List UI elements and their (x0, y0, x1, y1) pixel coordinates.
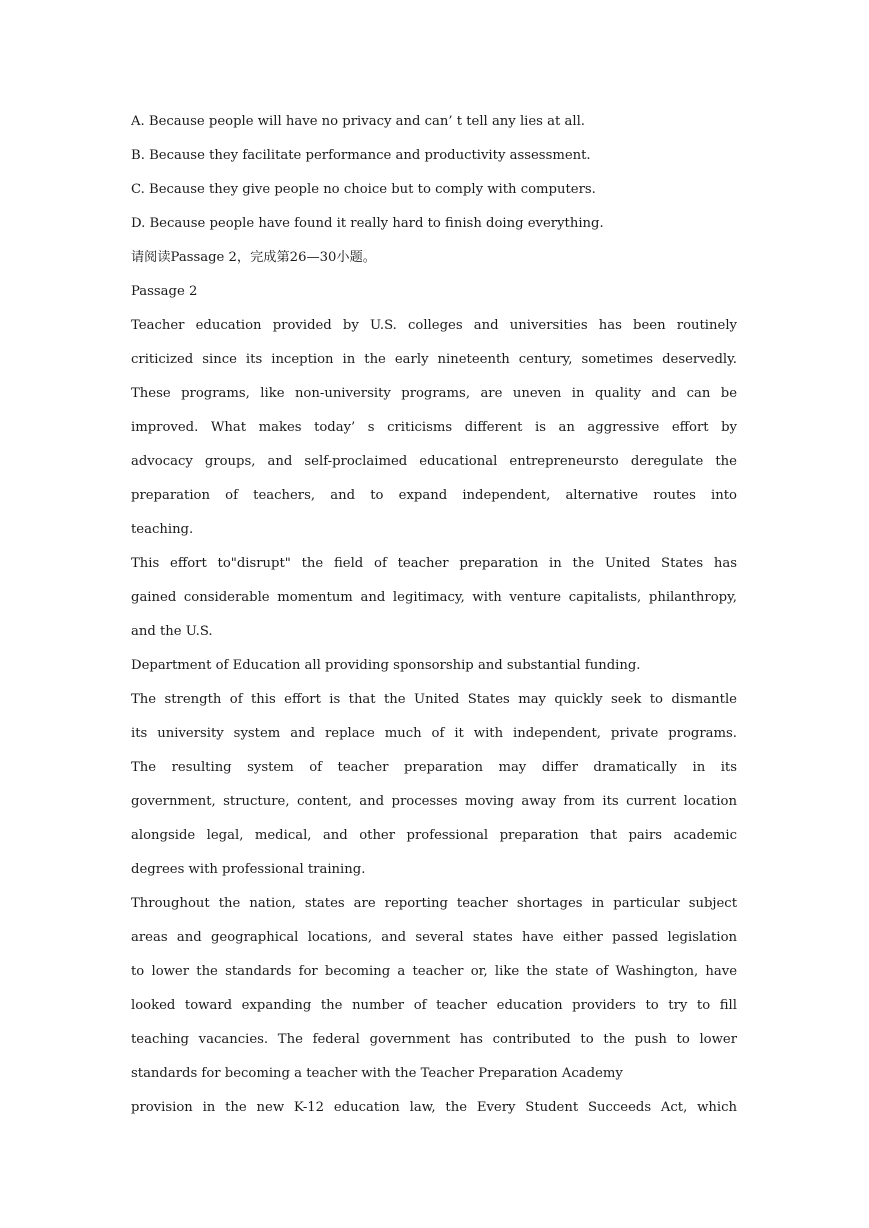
passage-line: to lower the standards for becoming a teacher or, like the state of Washington, have (131, 964, 737, 979)
passage-line: Teacher education provided by U.S. colleges and universities has been routinely (131, 318, 737, 333)
passage-line: government, structure, content, and processes moving away from its current location (131, 794, 737, 809)
option-c: C. Because they give people no choice but to comply with computers. (131, 182, 596, 197)
passage-line: and the U.S. (131, 624, 213, 639)
passage-line: its university system and replace much of it with independent, private programs. (131, 726, 737, 741)
passage-line: standards for becoming a teacher with the Teacher Preparation Academy (131, 1066, 623, 1081)
passage-line: teaching. (131, 522, 194, 537)
passage-line: areas and geographical locations, and several states have either passed legislation (131, 930, 737, 945)
passage-line: preparation of teachers, and to expand independent, alternative routes into (131, 488, 737, 503)
passage-title: Passage 2 (131, 284, 198, 299)
document-page (131, 105, 737, 1125)
option-a: A. Because people will have no privacy and can’ t tell any lies at all. (131, 114, 585, 129)
passage-line: These programs, like non-university programs, are uneven in quality and can be (131, 386, 737, 401)
passage-line: Throughout the nation, states are reporting teacher shortages in particular subject (131, 896, 737, 911)
passage-line: gained considerable momentum and legitimacy, with venture capitalists, philanthropy, (131, 590, 737, 605)
passage-line: looked toward expanding the number of teacher education providers to try to fill (131, 998, 737, 1013)
passage-line: teaching vacancies. The federal government has contributed to the push to lower (131, 1032, 737, 1047)
passage-line: The strength of this effort is that the United States may quickly seek to dismantle (131, 692, 737, 707)
reading-instruction: 请阅读Passage 2，完成第26—30小题。 (131, 250, 376, 265)
passage-line: advocacy groups, and self-proclaimed educational entrepreneursto deregulate the (131, 454, 737, 469)
passage-line: provision in the new K-12 education law, the Every Student Succeeds Act, which (131, 1100, 737, 1115)
passage-line: criticized since its inception in the early nineteenth century, sometimes deservedly. (131, 352, 737, 367)
passage-line: Department of Education all providing sponsorship and substantial funding. (131, 658, 641, 673)
passage-line: The resulting system of teacher preparation may differ dramatically in its (131, 760, 737, 775)
option-b: B. Because they facilitate performance and productivity assessment. (131, 148, 591, 163)
passage-line: This effort to"disrupt" the field of teacher preparation in the United States has (131, 556, 737, 571)
passage-line: degrees with professional training. (131, 862, 366, 877)
passage-line: improved. What makes today’ s criticisms different is an aggressive effort by (131, 420, 737, 435)
option-d: D. Because people have found it really hard to finish doing everything. (131, 216, 604, 231)
passage-line: alongside legal, medical, and other professional preparation that pairs academic (131, 828, 737, 843)
